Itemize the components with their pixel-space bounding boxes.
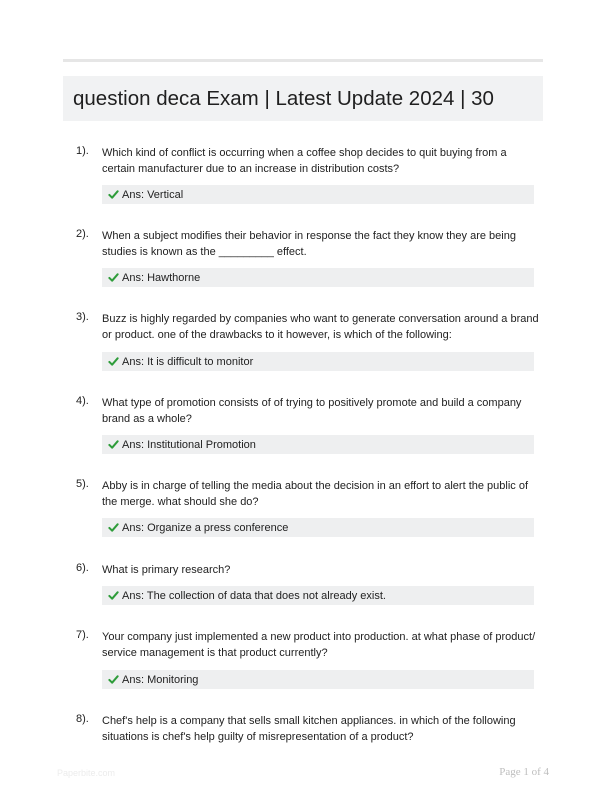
question-text: Your company just implemented a new product into production. at what phase of product/ service management is that product currently?: [102, 631, 536, 659]
answer-box: [102, 185, 534, 204]
checkmark-icon: [108, 272, 119, 283]
answer-box: [102, 518, 534, 537]
answer-text: Ans: Institutional Promotion: [122, 438, 256, 451]
checkmark-icon: [108, 356, 119, 367]
question-text: Chef's help is a company that sells small kitchen appliances. in which of the following situations is chef's help guilty of misrepresentation of a product?: [102, 715, 516, 743]
checkmark-icon: [108, 674, 119, 685]
page-number: Page 1 of 4: [499, 766, 549, 778]
question-text: Abby is in charge of telling the media about the decision in an effort to alert the public of the merge. what should she do?: [102, 480, 529, 508]
checkmark-icon: [108, 590, 119, 601]
question-number: 5).: [76, 478, 89, 490]
checkmark-icon: [108, 439, 119, 450]
answer-box: [102, 352, 534, 371]
question-text: Buzz is highly regarded by companies who want to generate conversation around a brand or product. one of the drawbacks to it however, is which of the following:: [102, 313, 539, 341]
question-number: 6).: [76, 562, 89, 574]
answer-text: Ans: Monitoring: [122, 673, 199, 686]
question-number: 3).: [76, 311, 89, 323]
answer-text: Ans: The collection of data that does not already exist.: [122, 589, 386, 602]
question-text: What type of promotion consists of of trying to positively promote and build a company brand as a whole?: [102, 397, 522, 425]
question-text: When a subject modifies their behavior in response the fact they know they are being studies is known as the _________ effect.: [102, 230, 516, 258]
question-number: 2).: [76, 228, 89, 240]
page-title: question deca Exam | Latest Update 2024 | 30: [73, 86, 494, 110]
answer-text: Ans: Hawthorne: [122, 271, 201, 284]
question-number: 7).: [76, 629, 89, 641]
question-number: 4).: [76, 395, 89, 407]
checkmark-icon: [108, 522, 119, 533]
answer-box: [102, 435, 534, 454]
question-text: What is primary research?: [102, 564, 231, 576]
answer-text: Ans: It is difficult to monitor: [122, 355, 254, 368]
answer-box: [102, 268, 534, 287]
question-text: Which kind of conflict is occurring when a coffee shop decides to quit buying from a certain manufacturer due to an increase in distribution costs?: [102, 147, 507, 175]
answer-text: Ans: Organize a press conference: [122, 521, 289, 534]
answer-box: [102, 586, 534, 605]
top-divider: [63, 59, 543, 62]
checkmark-icon: [108, 189, 119, 200]
footer-watermark: Paperbite.com: [57, 768, 116, 778]
answer-box: [102, 670, 534, 689]
answer-text: Ans: Vertical: [122, 188, 184, 201]
question-number: 1).: [76, 145, 89, 157]
question-number: 8).: [76, 713, 89, 725]
title-banner: [63, 76, 543, 121]
